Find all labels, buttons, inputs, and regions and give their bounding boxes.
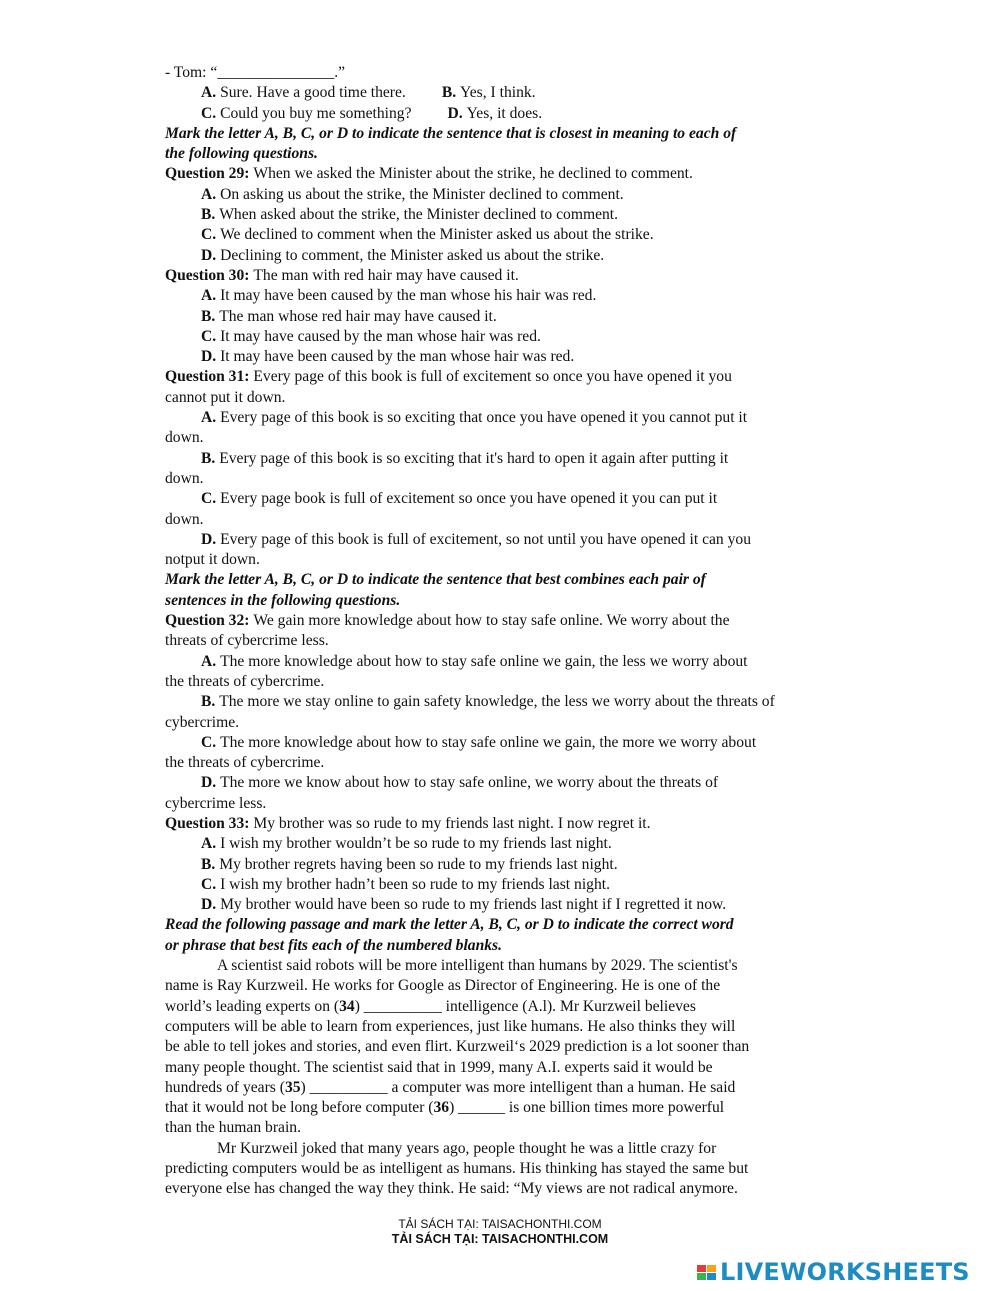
text-line [165, 631, 860, 651]
text-line [165, 307, 860, 327]
text-line [165, 1179, 860, 1199]
text-span: Could you buy me something? [220, 104, 412, 122]
text-line [165, 956, 860, 976]
bold-label: A. [201, 185, 221, 203]
bold-label: C. [201, 875, 221, 893]
bold-label: 36 [433, 1099, 450, 1117]
text-span: It may have been caused by the man whose hair was red. [220, 348, 575, 366]
text-span: Read the following passage and mark the letter A, B, C, or D to indicate the correct word [165, 916, 734, 934]
bold-label: Question 30: [165, 266, 254, 284]
text-line [165, 1139, 860, 1159]
text-span: A scientist said robots will be more intelligent than humans by 2029. The scientist's [217, 957, 738, 975]
text-span: When asked about the strike, the Minister declined to comment. [219, 206, 619, 224]
text-span: My brother regrets having been so rude to my friends last night. [219, 855, 618, 873]
text-line [165, 266, 860, 286]
text-line [165, 83, 860, 103]
bold-label: A. [201, 652, 221, 670]
text-line [165, 997, 860, 1017]
text-line [165, 225, 860, 245]
text-line [165, 875, 860, 895]
bold-label: C. [201, 327, 221, 345]
text-line [165, 672, 860, 692]
text-line [165, 347, 860, 367]
text-line [165, 1078, 860, 1098]
bold-label: D. [201, 530, 221, 548]
text-line [165, 1159, 860, 1179]
instruction-line [165, 570, 860, 590]
text-line [165, 895, 860, 915]
text-line [165, 104, 860, 124]
text-line [165, 286, 860, 306]
bold-label: B. [201, 449, 220, 467]
instruction-line [165, 591, 860, 611]
text-span: Declining to comment, the Minister asked us about the strike. [220, 246, 605, 264]
text-span: My brother would have been so rude to my friends last night if I regretted it now. [220, 896, 727, 914]
text-span: or phrase that best fits each of the numbered blanks. [165, 936, 503, 954]
text-span: Sure. Have a good time there. [220, 84, 406, 102]
bold-label: A. [201, 835, 221, 853]
text-line [165, 652, 860, 672]
bold-label: D. [201, 896, 221, 914]
text-line [165, 976, 860, 996]
bold-label: A. [201, 409, 221, 427]
bold-label: 35 [284, 1078, 301, 1096]
bold-label: Question 29: [165, 165, 254, 183]
instruction-line [165, 915, 860, 935]
instruction-line [165, 144, 860, 164]
footer-source-line-bold: TẢI SÁCH TẠI: TAISACHONTHI.COM [391, 1232, 609, 1246]
text-span: ) __________ a computer was more intelligent than a human. He said [300, 1078, 736, 1096]
text-line [165, 489, 860, 509]
text-line [165, 834, 860, 854]
text-span: ) ______ is one billion times more powerful [449, 1099, 725, 1117]
bold-label: B. [201, 206, 220, 224]
text-span: The man with red hair may have caused it. [253, 266, 519, 284]
text-span: threats of cybercrime less. [165, 632, 329, 650]
text-line [165, 550, 860, 570]
logo-block [707, 1265, 716, 1272]
bold-label: Question 33: [165, 814, 254, 832]
text-line [165, 530, 860, 550]
bold-label: Question 31: [165, 368, 254, 386]
liveworksheets-logo[interactable] [697, 1256, 970, 1288]
text-line [165, 246, 860, 266]
text-span: the threats of cybercrime. [165, 754, 325, 772]
text-line [165, 408, 860, 428]
text-span: The more knowledge about how to stay safe online we gain, the less we worry about [220, 652, 748, 670]
text-span: down. [165, 510, 204, 528]
text-span: name is Ray Kurzweil. He works for Google as Director of Engineering. He is one of the [165, 977, 721, 995]
text-line [165, 733, 860, 753]
text-line [165, 1098, 860, 1118]
footer-source-line: TẢI SÁCH TẠI: TAISACHONTHI.COM [398, 1217, 602, 1231]
text-span: cannot put it down. [165, 388, 286, 406]
text-span: The more we know about how to stay safe online, we worry about the threats of [220, 774, 719, 792]
text-span: The more knowledge about how to stay safe online we gain, the more we worry about [220, 733, 757, 751]
text-line [165, 510, 860, 530]
text-span: Mr Kurzweil joked that many years ago, people thought he was a little crazy for [217, 1139, 717, 1157]
logo-block [697, 1265, 706, 1272]
text-span: cybercrime. [165, 713, 240, 731]
text-line [165, 773, 860, 793]
text-span: down. [165, 429, 204, 447]
text-line [165, 205, 860, 225]
bold-label: B. [201, 307, 220, 325]
bold-label: A. [201, 287, 221, 305]
text-span: that it would not be long before computer ( [165, 1099, 434, 1117]
text-line [165, 611, 860, 631]
text-line [165, 794, 860, 814]
logo-block [697, 1273, 706, 1280]
text-span: cybercrime less. [165, 794, 267, 812]
text-span: Every page of this book is full of excitement so once you have opened it you [253, 368, 732, 386]
text-line [165, 1017, 860, 1037]
text-span: When we asked the Minister about the strike, he declined to comment. [253, 165, 693, 183]
bold-label: D. [201, 774, 221, 792]
text-span: down. [165, 469, 204, 487]
bold-label: B. [201, 693, 220, 711]
text-line [165, 428, 860, 448]
worksheet-content [165, 63, 860, 1200]
text-span: I wish my brother wouldn’t be so rude to my friends last night. [220, 835, 612, 853]
brand-name: LIVEWORKSHEETS [720, 1257, 970, 1286]
text-line [165, 185, 860, 205]
text-span: The more we stay online to gain safety knowledge, the less we worry about the threats of [219, 693, 775, 711]
text-span: the threats of cybercrime. [165, 672, 325, 690]
bold-label: B. [201, 855, 220, 873]
bold-label: 34 [339, 997, 355, 1015]
text-span: Every page of this book is so exciting that once you have opened it you cannot put it [220, 409, 748, 427]
logo-blocks-icon [697, 1265, 716, 1280]
text-span: world’s leading experts on ( [165, 997, 340, 1015]
text-line [165, 753, 860, 773]
text-span: sentences in the following questions. [165, 591, 401, 609]
text-span: be able to tell jokes and stories, and even flirt. Kurzweil‘s 2029 prediction is a lot sooner than [165, 1038, 750, 1056]
text-line [165, 1037, 860, 1057]
text-span: It may have caused by the man whose hair was red. [220, 327, 541, 345]
bold-label: Question 32: [165, 612, 254, 630]
text-line [165, 469, 860, 489]
text-span: Yes, it does. [466, 104, 543, 122]
bold-label: D. [201, 348, 221, 366]
bold-label: A. [201, 84, 221, 102]
text-span: Mark the letter A, B, C, or D to indicate the sentence that best combines each pair of [165, 571, 706, 589]
text-span: My brother was so rude to my friends last night. I now regret it. [253, 814, 651, 832]
bold-label: B. [441, 84, 461, 102]
text-line [165, 692, 860, 712]
instruction-line [165, 124, 860, 144]
bold-label: D. [201, 246, 221, 264]
text-span: notput it down. [165, 551, 260, 569]
text-span: many people thought. The scientist said that in 1999, many A.I. experts said it would be [165, 1058, 713, 1076]
bold-label: C. [201, 104, 221, 122]
text-line [165, 63, 860, 83]
text-span: everyone else has changed the way they think. He said: “My views are not radical anymore. [165, 1180, 738, 1198]
text-line [165, 855, 860, 875]
text-span: computers will be able to learn from experiences, just like humans. He also thinks they will [165, 1017, 736, 1035]
text-span: hundreds of years ( [165, 1078, 285, 1096]
text-span: The man whose red hair may have caused it. [219, 307, 497, 325]
text-span: Yes, I think. [460, 84, 536, 102]
text-line [165, 367, 860, 387]
text-span: We declined to comment when the Minister asked us about the strike. [220, 226, 654, 244]
bold-label: D. [447, 104, 467, 122]
text-span: the following questions. [165, 145, 318, 163]
text-span: - Tom: “_______________.” [165, 64, 346, 81]
text-line [165, 1058, 860, 1078]
text-line [165, 327, 860, 347]
text-span: Mark the letter A, B, C, or D to indicate the sentence that is closest in meaning to each of [165, 124, 737, 142]
text-span: Every page of this book is so exciting that it's hard to open it again after putting it [219, 449, 729, 467]
bold-label: C. [201, 490, 221, 508]
text-span: It may have been caused by the man whose his hair was red. [220, 287, 597, 305]
text-line [165, 449, 860, 469]
text-line [165, 713, 860, 733]
text-line [165, 388, 860, 408]
text-span: We gain more knowledge about how to stay safe online. We worry about the [253, 612, 730, 630]
bold-label: C. [201, 733, 221, 751]
instruction-line [165, 936, 860, 956]
text-line [165, 164, 860, 184]
text-span: Every page book is full of excitement so once you have opened it you can put it [220, 490, 718, 508]
bold-label: C. [201, 226, 221, 244]
text-span: predicting computers would be as intelligent as humans. His thinking has stayed the same but [165, 1160, 749, 1178]
text-span: ) __________ intelligence (A.l). Mr Kurzweil believes [354, 997, 696, 1015]
text-line [165, 1118, 860, 1138]
text-span: Every page of this book is full of excitement, so not until you have opened it can you [220, 530, 751, 548]
logo-block [707, 1273, 716, 1280]
text-span: than the human brain. [165, 1119, 301, 1137]
text-span: On asking us about the strike, the Minister declined to comment. [220, 185, 624, 203]
text-line [165, 814, 860, 834]
text-span: I wish my brother hadn’t been so rude to my friends last night. [220, 875, 610, 893]
